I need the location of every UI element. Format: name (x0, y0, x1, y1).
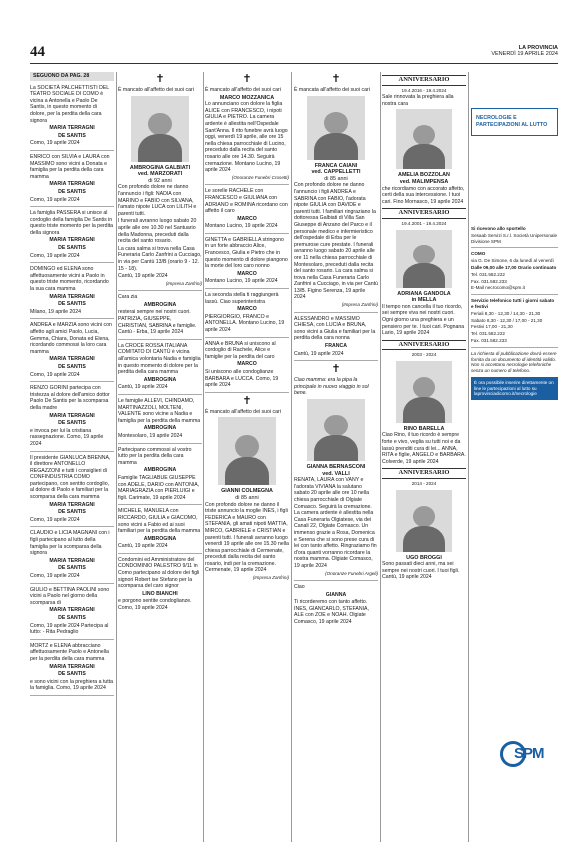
anniversary-name: UGO BROGGI (406, 554, 442, 561)
notice-signature: MARCO (237, 361, 257, 368)
notice-text: Le sorelle RACHELE con FRANCESCO e GIULIANA con ADRIANO e ROMINA ricordano con affetto il caro (205, 188, 288, 215)
anniversary-body: Sono passati dieci anni, ma sei sempre nei nostri cuori. I tuoi figli. Cantù, 19 aprile 2024 (382, 561, 460, 581)
obituary-service-box: NECROLOGIE E PARTECIPAZIONI AL LUTTO (471, 108, 558, 136)
divider (30, 262, 114, 263)
divider (30, 206, 114, 207)
notice-signature: MARIA TERRAGNI (49, 412, 95, 419)
page-header (30, 46, 558, 60)
anniversary-name-2: in MELLA (411, 297, 437, 304)
obit-body: Con profondo dolore ne danno l'annuncio i figli ANDREA e SABRINA con FABIO, l'adorata nipote GIULIA con DAVIDE e parenti tutti. I familiari ringraziano la dottoressa Galbiati di Villa San Giuseppe di Anzano del Parco e il personale medico e infermieristico dell'ospedale di Erba per le premurose cure prestate. I funerali avranno luogo sabato 20 aprile alle ore 11 nella chiesa parrocchiale di Montesolaro, preceduti dalla recita del santo rosario. La cara salma si trova nella Casa Funeraria Carlo Zanfrini a Cucciago, in via per Cantù 13/B. Figino Serenza, 19 aprile 2024 (294, 182, 378, 301)
notice-signature: MARIA TERRAGNI (49, 557, 95, 564)
portrait-photo (396, 109, 452, 169)
divider (30, 639, 114, 640)
divider (118, 504, 202, 505)
header-rule (30, 63, 558, 64)
deceased-age: di 85 anni (324, 175, 348, 182)
notice-signature: MARIA TERRAGNI (49, 607, 95, 614)
notice-text: La seconda stella ti raggiungerà lassù. Ciao superinteristra (205, 292, 279, 305)
anniversary-lead: Sale rinnovata la preghiera alla nostra cara (382, 94, 454, 107)
column-5 (382, 72, 466, 842)
anniversary-dates: 2003 - 2024 (411, 352, 437, 358)
obit-body: RENATA, LAURA con VANY e l'adorata VIVIANA la salutano sabato 20 aprile alle ore 10 nella chiesa parrocchiale di Olgiate Comasco. Seguirà la cremazione. La camera ardente è allestita nella Casa Funeraria Olgiatese, via dei Canali 22, Olgiate Comasco. Un immenso grazie a Rosa, Domenica e Serena che si sono prese cura di lei con tanto affetto. Ringraziamo fin d'ora quanti vorranno ricordare la nostra mamma. Olgiate Comasco, 19 aprile 2024 (294, 477, 377, 569)
anniversary-body: Ciao Rino, il tuo ricordo è sempre forte e vivo, veglia su tutti noi e da lassù prenditi cura di lei... ANNA, RITA e figlie, ANGELO e BARBARA. Colverde, 19 aprile 2024 (382, 432, 466, 465)
office-email: E-Mail necrocomo@spm.it (471, 285, 525, 291)
notice-text: GIULIO e BETTINA PAOLINI sono vicini a Paolo nel giorno della scomparsa di (30, 586, 110, 606)
divider (205, 184, 289, 185)
notice-place: resterai sempre nei nostri cuori. PATRIZIA, GIUSEPPE, CHRISTIAN, SABRINA e famiglie. Cantù - Erba, 19 aprile 2024 (118, 309, 197, 336)
agency: (Onoranze Funebri Argeli) (325, 570, 378, 576)
notice-signature: DE SANTIS (58, 565, 86, 572)
divider (205, 288, 289, 289)
notice-signature: DE SANTIS (58, 509, 86, 516)
column-2 (118, 72, 202, 842)
notice-signature: MARIA TERRAGNI (49, 663, 95, 670)
divider (118, 339, 202, 340)
notice-place: Cantù, 19 aprile 2024 (294, 350, 344, 357)
anniversary-heading: ANNIVERSARIO (382, 340, 466, 351)
portrait-photo (396, 490, 452, 552)
cross-icon: ✝ (331, 363, 341, 376)
deceased-name: AMBROGINA GALBIATI (129, 164, 191, 171)
divider (294, 580, 378, 581)
anniversary-dates: 19.4.2001 - 19.4.2024 (401, 220, 447, 226)
obit-intro: È mancata all'affetto dei suoi cari (294, 87, 370, 93)
notice-text: RENZO GORINI partecipa con tristezza al dolore dell'amico dottor Paolo De Santis per la scomparsa della madre (30, 385, 110, 411)
notice-signature: DE SANTIS (58, 188, 86, 195)
notice-text: ENRICO con SILVIA e LAURA con MASSIMO sono vicini a Donata e famiglia per la perdita della cara mamma (30, 153, 110, 180)
column-4 (294, 72, 378, 842)
publication-date: VENERDÌ 19 APRILE 2024 (491, 51, 558, 57)
notice-signature: DE SANTIS (58, 301, 86, 308)
notice-signature: DE SANTIS (58, 614, 86, 621)
notice-signature: MARIA TERRAGNI (49, 501, 95, 508)
notice-signature: AMBROGINA (143, 376, 177, 383)
publication-name: LA PROVINCIA (518, 45, 558, 51)
publication-info (491, 45, 558, 57)
notice-place: Cantù, 19 aprile 2024 (118, 384, 168, 391)
column-divider (116, 72, 117, 842)
office-address: via G. De Simone, 6 da lunedì al venerdì (471, 258, 554, 264)
schedule-festivi: Festivi 17,00 - 21,30 (471, 324, 513, 330)
notice-signature: DE SANTIS (58, 132, 86, 139)
schedule-feriali: Feriali 8,30 - 12,30 / 14,30 - 21,30 (471, 310, 541, 316)
notice-place: Como, 19 aprile 2024 (30, 196, 80, 203)
cross-icon: ✝ (242, 73, 252, 85)
anniversary-body: che ricordiamo con accorato affetto, certi della sua intercessione. I tuoi cari. Fino Mornasco, 19 aprile 2024 (382, 185, 465, 205)
notice-signature: MARIA TERRAGNI (49, 125, 95, 132)
divider (294, 312, 378, 313)
column-divider (380, 72, 381, 842)
deceased-name: GIANNI COLMEGNA (221, 488, 273, 495)
notice-signature: AMBROGINA (143, 467, 177, 474)
notice-place: Milano, 19 aprile 2024 (30, 308, 82, 315)
divider (118, 394, 202, 395)
divider (118, 290, 202, 291)
agency: (Onoranze Funebri Crosetti) (231, 174, 289, 180)
notice-place: Como, 19 aprile 2024 (30, 252, 80, 259)
anniversary-name: AMELIA BOZZOLAN (398, 172, 450, 179)
anniversary-dates: 2014 - 2024 (411, 481, 437, 487)
divider (118, 443, 202, 444)
divider (30, 526, 114, 527)
obit-intro: È mancato all'affetto dei suoi cari (118, 87, 194, 93)
divider (118, 553, 202, 554)
notice-place: e porgono sentite condoglianze. Como, 19 aprile 2024 (118, 598, 192, 612)
notice-place: Como, 19 aprile 2024 (30, 516, 80, 523)
deceased-age: di 85 anni (235, 494, 259, 501)
office-tel: Tel. 031.582.222 (471, 271, 505, 277)
notice-place: Si uniscono alle condoglianze BARBARA e LUCCA. Como, 19 aprile 2024 (205, 368, 279, 389)
notice-signature: DE SANTIS (58, 363, 86, 370)
column-1 (30, 72, 114, 842)
notice-text: ANNA e BRUNA si uniscono al cordoglio di Rachele, Alice e famiglie per la perdita del caro (205, 340, 276, 360)
notice-signature: DE SANTIS (58, 245, 86, 252)
notice-text: ALESSANDRO e MASSIMO CHIESA, con LUCIA e BRUNA, sono vicini a Giulia e familiari per la perdita della cara nonna (294, 315, 376, 342)
anniversary-name: RINO BARELLA (403, 425, 445, 432)
notice-text: Cara zia (118, 294, 138, 301)
obit-body: Con profondo dolore ne danno l'annuncio i figli: NADIA con MARINO e FABIO con SILVANA, l'amato nipote LUCA con LILITH e parenti tutti. (118, 184, 197, 217)
agency: (Impresa Zanfrini) (252, 575, 289, 581)
divider (471, 294, 558, 295)
agency: (Impresa Zanfrini) (165, 280, 202, 286)
portrait-photo (396, 361, 452, 423)
notice-place: e invoca per lui la cristiana rassegnazione. Como, 19 aprile 2024 (30, 427, 104, 447)
anniversary-body: Il tempo non cancella il tuo ricordo, sei sempre viva nei nostri cuori. Ogni giorno una preghiera e un pensiero per te. I tuoi cari. Pognana Lario, 19 aprile 2024 (382, 303, 465, 337)
notice-place: Montano Lucino, 19 aprile 2024 (205, 223, 278, 230)
notice-place: Como, 19 aprile 2024 (30, 573, 80, 579)
notice-text: ANDREA e MARZIA sono vicini con affetto agli amici Paolo, Lucia, Gemma, Chiara, Donata ed Elena, ricordando commossi la loro cara mamma (30, 322, 112, 355)
notice-signature: MARCO (237, 215, 257, 222)
portrait-photo (396, 230, 452, 288)
divider (30, 318, 114, 319)
column-divider (291, 72, 292, 842)
column-divider (203, 72, 204, 842)
notice-text: La SOCIETÀ PALCHETTISTI DEL TEATRO SOCIALE DI COMO è vicina a Antonella e Paolo De Santis, in questo momento di dolore, per la perdita della cara signora (30, 84, 109, 124)
notice-signature: MARIA TERRAGNI (49, 237, 95, 244)
notice-text: MORTZ e ELENA abbracciano affettuosamente Paolo e Antonella per la perdita della cara mamma (30, 642, 109, 662)
deceased-name: MARCO MOZZANICA (219, 94, 275, 101)
divider (30, 583, 114, 584)
notice-text: Condomini ed Amministratore del CONDOMINIO PALESTRO 9/11 in Como partecipano al dolore dei figli signori Robert ise Stefano per la scomparsa del caro signor (118, 556, 200, 590)
divider (205, 233, 289, 234)
page-number: 44 (30, 44, 45, 60)
deceased-name: GIANNA BERNASCONI (306, 464, 366, 470)
deceased-name-2: ved. CAPPELLETTI (311, 169, 361, 176)
notice-text: Il presidente GIANLUCA BRENNA, il direttore ANTONELLO REGAZZONI e tutti i consiglieri di CONFINDUSTRIA COMO partecipano, con sentito cordoglio, al dolore di Paolo e familiari per la scomparsa della cara mamma (30, 454, 111, 501)
anniversary-name-2: ved. MALIMPENSA (399, 178, 449, 185)
schedule-sabato: Sabato 8,30 - 12,30 / 17,00 - 21,30 (471, 317, 543, 323)
notice-place: Como, 19 aprile 2024 Partecipa al lutto: - Rita Pedraglio (30, 622, 109, 636)
obit-body: Lo annunciano con dolore la figlia ALICE con FRANCESCO, i nipoti GIULIA e PIETRO. La camera ardente è allestita nell'Ospedale Sant'Anna. Il rito funebre avrà luogo oggi, venerdì 19 aprile, alle ore 15 nella chiesa parrocchiale di Lucino, preceduto dalla recita del santo rosario alle ore 14.30. Seguirà cremazione. Montano Lucino, 19 aprile 2024 (205, 101, 288, 174)
obit-intro: È mancato all'affetto dei suoi cari (205, 87, 281, 93)
notice-signature: AMBROGINA (143, 535, 177, 542)
divider (471, 247, 558, 248)
portrait-photo (218, 417, 276, 485)
divider (30, 381, 114, 382)
online-notice-box: È ora possibile inserire direttamente on line le partecipazioni al lutto su laprovinciadicomo.it/necrologie (471, 377, 558, 400)
cross-icon: ✝ (155, 73, 165, 85)
divider (30, 451, 114, 452)
notice-text: GINETTA e GABRIELLA stringono in un forte abbraccio Alice, Francesco, Giulia e Pietro che in questo momento di dolore piangono la morte del loro caro nonno (205, 236, 288, 270)
quote-text: Ciao mamma: era la pipa la principale in nuovo viaggio in sol bene. (294, 377, 369, 397)
notice-signature: MARIA TERRAGNI (49, 293, 95, 300)
obit-body: Cantù, 19 aprile 2024 (118, 273, 168, 280)
continued-label: SEGUONO DA PAG. 28 (30, 72, 114, 81)
notice-text: CLAUDIO e LICIA MAGNANI con i figli partecipano al lutto della famiglia per la scomparsa della signora (30, 530, 110, 557)
column-3 (205, 72, 289, 842)
cross-icon: ✝ (242, 394, 252, 407)
notice-signature: GIANNA (325, 591, 347, 598)
obit-body: Con profondo dolore ne danno il triste annuncio la moglie INES, i figli FEDERICA e MAURO con STEFANIA, gli amati nipoti MATTIA, MIRCO, GABRIELE e CRISTIAN e parenti tutti. I funerali avranno luogo venerdì 19 aprile alle ore 15.30 nella chiesa parrocchiale di Cermenate, preceduti dalla recita del santo rosario, indi per la cremazione. Cermenate, 19 aprile 2024 (205, 501, 289, 574)
notice-text: Partecipano commossi al vostro lutto per la perdita della cara mamma (118, 446, 192, 466)
deceased-age: di 92 anni (148, 177, 172, 184)
obit-body: I funerali avranno luogo sabato 20 aprile alle ore 10.30 nel Santuario della Madonna, preceduti dalla recita del santo rosario. (118, 218, 197, 245)
anniversary-heading: ANNIVERSARIO (382, 208, 466, 219)
phone-tel: Tel. 031.582.222 (471, 331, 505, 337)
portrait-photo (131, 96, 189, 162)
deceased-name-2: ved. VALLI (322, 470, 350, 477)
obit-body: La cara salma si trova nella Casa Funeraria Carlo Zanfrini a Cucciago, in via per Cantù 13/B (orario 9 - 12. 15 - 18). (118, 245, 202, 272)
deceased-name-2: ved. MARZORATI (137, 171, 183, 178)
notice-text: DOMINGO ed ELENA sono affettuosamente vicini a Paolo in questo triste momento, ricordando la sua cara mamma (30, 266, 109, 293)
divider (30, 150, 114, 151)
cross-icon: ✝ (331, 73, 341, 85)
office-city: COMO (471, 251, 486, 257)
notice-signature: MARCO (237, 270, 257, 277)
notice-signature: MARIA TERRAGNI (49, 181, 95, 188)
divider (205, 337, 289, 338)
divider (294, 360, 378, 361)
notice-signature: DE SANTIS (58, 671, 86, 678)
portrait-photo (307, 96, 365, 160)
notice-place: e sono vicini con la preghiera a tutta la famiglia. Como, 19 aprile 2024 (30, 678, 114, 692)
office-fax: Fax. 031.582.233 (471, 278, 507, 284)
notice-text: MICHELE, MANUELA con RICCARDO, GIULIA e GIACOMO, sono vicini a Fabio ed ai suoi familiari per la perdita della mamma (118, 508, 201, 535)
company-name: Sesaab Servizi S.r.l. Società Unipersonale Divisione SPM (471, 232, 558, 244)
anniversary-dates: 19.4.2016 - 19.4.2024 (401, 87, 447, 93)
notice-text: La famiglia PASSERA si unisce al cordoglio della famiglia De Santis in questo triste momento per la perdita della signora (30, 210, 114, 236)
phone-service-title: Servizio telefonico tutti i giorni sabato e festivi (471, 298, 555, 309)
notice-place: Montano Lucino, 19 aprile 2024 (205, 278, 278, 285)
notice-place: Como, 19 aprile 2024 (30, 371, 80, 378)
agency: (Impresa Zanfrini) (341, 302, 378, 308)
portrait-photo (307, 399, 365, 461)
notice-place: Famiglie TAGLIABUE GIUSEPPE con ADELE, DARIO con ANTONIA, MARIAGRAZIA con PIERLUIGI e figli. Carimate, 19 aprile 2024 (118, 474, 200, 501)
notice-place: Cantù, 19 aprile 2024 (118, 543, 168, 550)
notice-text: La CROCE ROSSA ITALIANA COMITATO DI CANTÙ è vicina all'amica volontaria Nadia e famiglia in questo momento di dolore per la perdita della cara mamma (118, 342, 201, 376)
notice-signature: AMBROGINA (143, 301, 177, 308)
divider (205, 392, 289, 393)
column-divider (468, 72, 469, 842)
anniversary-heading: ANNIVERSARIO (382, 468, 466, 479)
phone-fax: Fax. 031.582.233 (471, 337, 507, 343)
notice-signature: LINO BIANCHI (142, 590, 178, 597)
office-hours: Dalle 09,00 alle 17,00 Orario continuato (471, 264, 557, 270)
receive-label: Si ricevono allo sportello (471, 226, 526, 231)
policy-note: La richiesta di pubblicazione dovrà essere fornita da un documento di identità valido. Non si accettano necrologie telefoniche senza un numero di telefono. (471, 350, 557, 374)
deceased-name: FRANCA CAIANI (314, 162, 358, 169)
divider (30, 695, 114, 696)
notice-place: PIERGIORGIO, FRANCO e ANTONELLA. Montano Lucino, 19 aprile 2024 (205, 313, 285, 333)
notice-text: Le famiglie ALLEVI, CHINDAMO, MARTINAZZOLI, MOLTENI, VALENTE sono vicine a Nadia e famiglia per la perdita della mamma (118, 398, 201, 424)
anniversary-name: ADRIANA GANDOLA (397, 290, 451, 297)
obit-intro: È mancato all'affetto dei suoi cari (205, 408, 281, 415)
notice-signature: MARIA TERRAGNI (49, 356, 95, 363)
notice-signature: FRANCA (325, 343, 347, 350)
divider (471, 347, 558, 348)
spm-logo: SPM (500, 737, 544, 773)
column-6 (471, 72, 558, 842)
notice-place: Como, 19 aprile 2024 (30, 140, 80, 147)
anniversary-heading: ANNIVERSARIO (382, 75, 466, 86)
notice-signature: AMBROGINA (143, 425, 177, 432)
notice-text: Ciao (294, 584, 305, 591)
notice-signature: DE SANTIS (58, 420, 86, 427)
notice-place: Montesolaro, 19 aprile 2024 (118, 432, 183, 439)
notice-signature: MARCO (237, 306, 257, 313)
notice-place: Ti ricorderemo con tanto affetto. INES, GIANCARLO, STEFANIA, ALE con ZOE e NOAH. Olgiate Comasco, 19 aprile 2024 (294, 599, 369, 626)
